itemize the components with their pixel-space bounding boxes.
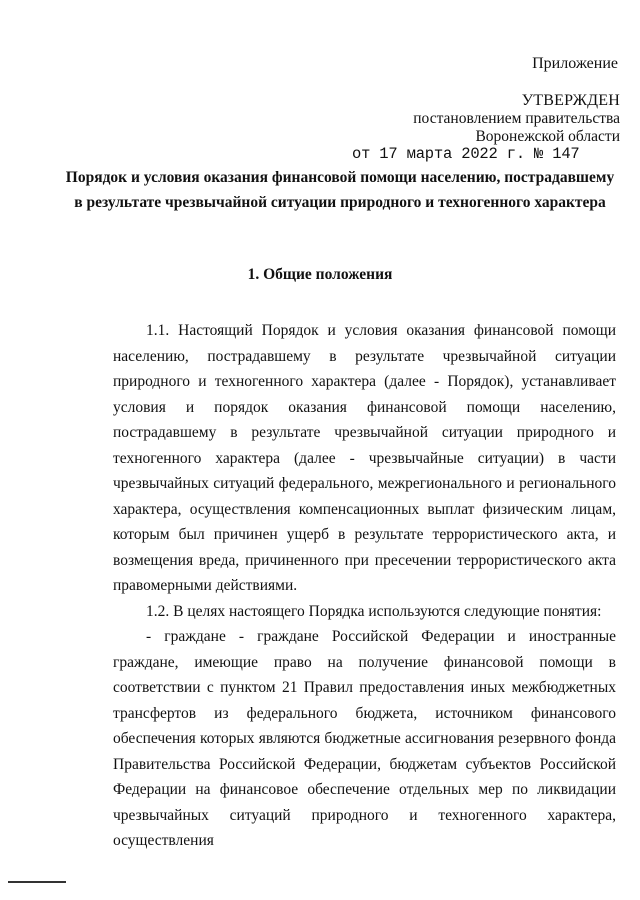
appendix-label: Приложение bbox=[532, 55, 618, 72]
document-title: Порядок и условия оказания финансовой помощи населению, пострадавшему в результате чрезвычайной ситуации природного и техногенного характера bbox=[65, 169, 615, 211]
approval-block bbox=[320, 92, 620, 146]
document-body bbox=[113, 318, 616, 854]
section-heading: 1. Общие положения bbox=[247, 266, 393, 283]
approved-region-line: Воронежской области bbox=[475, 128, 620, 145]
approval-date-stamp: от 17 марта 2022 г. № 147 bbox=[352, 145, 580, 163]
page-divider bbox=[8, 881, 66, 883]
approved-title: УТВЕРЖДЕН bbox=[521, 92, 620, 109]
paragraph-1-2: 1.2. В целях настоящего Порядка используются следующие понятия: bbox=[146, 602, 602, 620]
approved-by-line: постановлением правительства bbox=[413, 110, 620, 127]
paragraph-1-1: 1.1. Настоящий Порядок и условия оказания финансовой помощи населению, пострадавшему в результате чрезвычайной ситуации природного и техногенного характера (далее - Порядок), устанавливает условия и порядок оказания финансовой помощи населению, пострадавшему в результате чрезвычайной ситуации природного и техногенного характера (далее - чрезвычайные ситуации) в части чрезвычайных ситуаций федерального, межрегионального и регионального характера, осуществления компенсационных выплат физическим лицам, которым был причинен ущерб в результате террористического акта, и возмещения вреда, причиненного при пресечении террористического акта правомерными действиями. bbox=[113, 322, 616, 594]
paragraph-definition-citizens: - граждане - граждане Российской Федерации и иностранные граждане, имеющие право на получение финансовой помощи в соответствии с пунктом 21 Правил предоставления иных межбюджетных трансфертов из федерального бюджета, источником финансового обеспечения которых являются бюджетные ассигнования резервного фонда Правительства Российской Федерации, бюджетам субъектов Российской Федерации на финансовое обеспечение отдельных мер по ликвидации чрезвычайных ситуаций природного и техногенного характера, осуществления bbox=[113, 628, 616, 849]
